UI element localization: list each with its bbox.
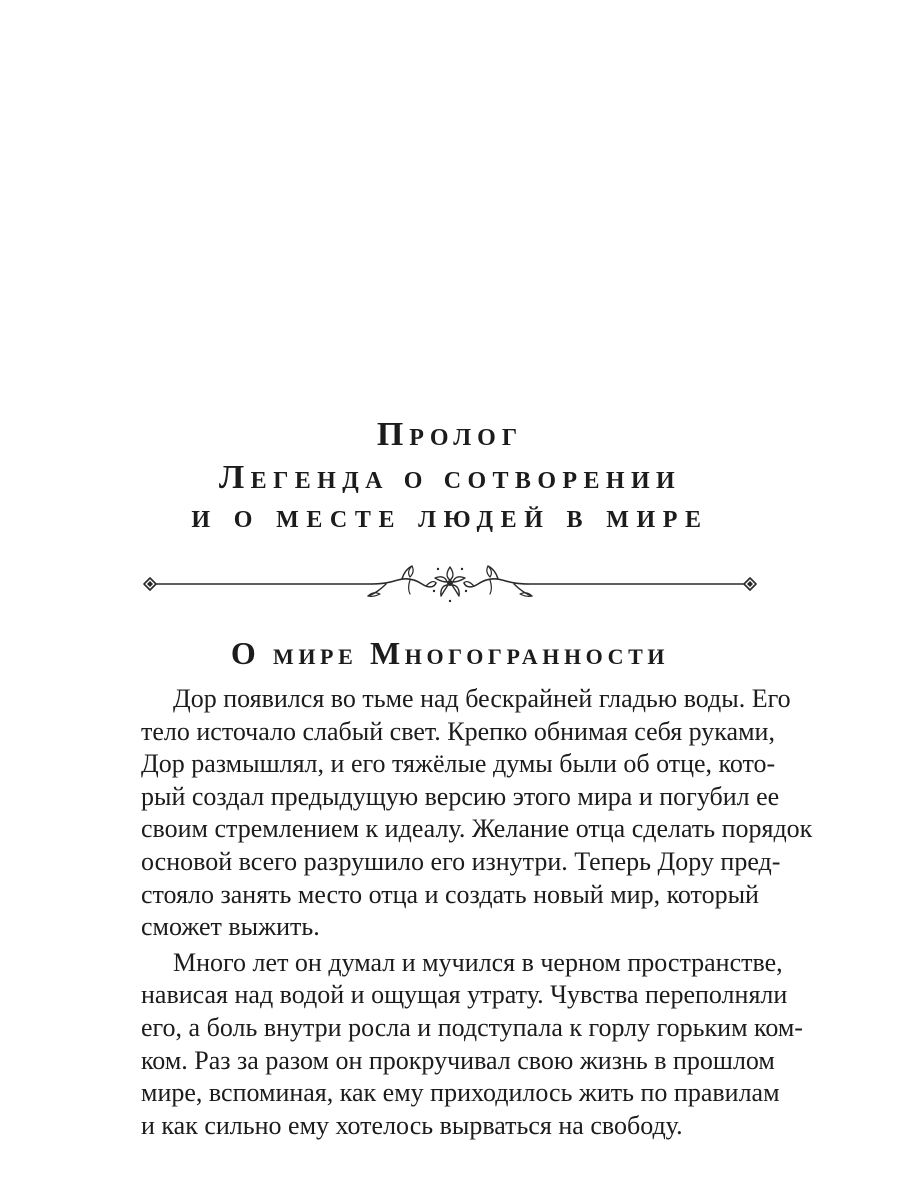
floral-divider-icon: [140, 558, 760, 610]
text-line: рый создал предыдущую версию этого мира и погубил ее: [141, 781, 780, 811]
text-line: тело источало слабый свет. Крепко обнимая себя руками,: [141, 716, 775, 746]
section-title: О мире Многогранности: [230, 635, 670, 671]
text-line: Много лет он думал и мучился в черном пространстве,: [173, 947, 783, 977]
text-line: ком. Раз за разом он прокручивал свою жизнь в прошлом: [141, 1045, 775, 1075]
chapter-prolog-heading: Пролог: [376, 416, 524, 453]
text-line: нависая над водой и ощущая утрату. Чувства переполняли: [141, 980, 788, 1010]
paragraph-1: [141, 683, 813, 944]
text-line: его, а боль внутри росла и подступала к горлу горьким ком-: [141, 1012, 803, 1042]
text-line: и как сильно ему хотелось вырваться на свободу.: [141, 1110, 683, 1140]
text-line: стояло занять место отца и создать новый мир, который: [141, 879, 759, 909]
text-line: Дор появился во тьме над бескрайней гладью воды. Его: [173, 684, 791, 713]
text-line: основой всего разрушило его изнутри. Теперь Дору пред-: [141, 846, 781, 876]
chapter-title-line-2: и о месте людей в мире: [191, 498, 709, 535]
text-line: своим стремлением к идеалу. Желание отца сделать порядок: [141, 814, 813, 844]
paragraph-2: [141, 947, 803, 1143]
text-line: Дор размышлял, и его тяжёлые думы были об отце, кото-: [141, 749, 776, 779]
text-line: мире, вспоминая, как ему приходилось жить по правилам: [141, 1078, 780, 1108]
text-line: сможет выжить.: [141, 912, 320, 942]
chapter-title-line-1: Легенда о сотворении: [218, 459, 682, 496]
body-text: [141, 683, 813, 1145]
